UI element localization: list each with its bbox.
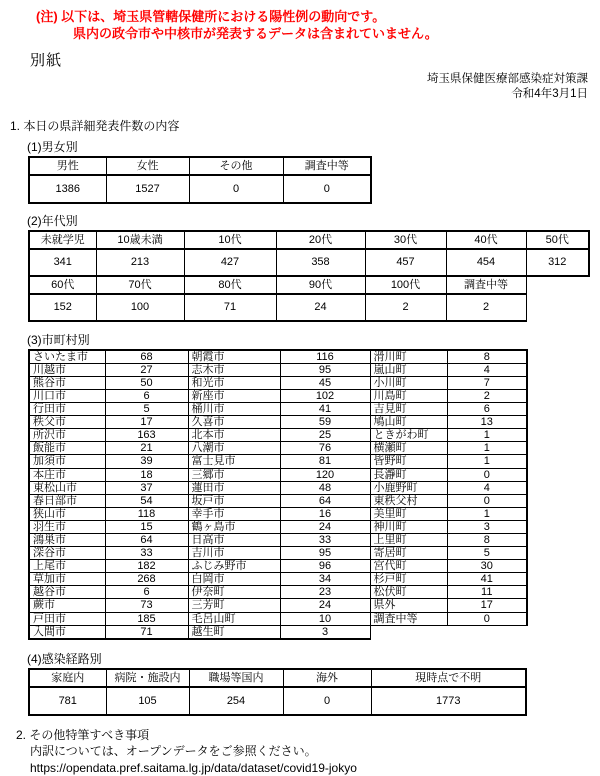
document-page: [0, 8, 600, 775]
municipality-count-cell: 118: [105, 507, 188, 520]
route-value-cell: 254: [189, 687, 283, 715]
municipality-count-cell: 33: [105, 547, 188, 560]
red-notice-line1: (注) 以下は、埼玉県管轄保健所における陽性例の動向です。: [36, 9, 386, 24]
age-header-cell: 90代: [276, 276, 365, 294]
municipality-count-cell: 0: [447, 494, 527, 507]
municipality-count-cell: 21: [105, 442, 188, 455]
municipality-name-cell: 県外: [370, 599, 447, 612]
age-value-row-1: [29, 249, 589, 276]
municipality-row: [29, 403, 527, 416]
municipality-count-cell: 17: [447, 599, 527, 612]
age-empty-cell: [526, 276, 589, 294]
municipality-name-cell: 朝霞市: [188, 350, 280, 364]
age-value-cell: 2: [365, 294, 446, 321]
age-value-cell: 358: [276, 249, 365, 276]
municipality-row: [29, 494, 527, 507]
municipality-count-cell: 34: [280, 573, 370, 586]
municipality-name-cell: 加須市: [29, 455, 105, 468]
municipality-count-cell: 2: [447, 389, 527, 402]
municipality-name-cell: 宮代町: [370, 560, 447, 573]
opendata-url: https://opendata.pref.saitama.lg.jp/data/dataset/covid19-jokyo: [30, 760, 357, 775]
municipality-count-cell: 73: [105, 599, 188, 612]
municipality-count-cell: 30: [447, 560, 527, 573]
gender-value-row: [29, 175, 371, 203]
municipality-count-cell: 4: [447, 363, 527, 376]
municipality-count-cell: 6: [105, 586, 188, 599]
section2-body: 内訳については、オープンデータをご参照ください。: [30, 744, 317, 759]
gender-value-cell: 1527: [106, 175, 189, 203]
municipality-row: [29, 455, 527, 468]
municipality-count-cell: 182: [105, 560, 188, 573]
municipality-count-cell: 5: [105, 403, 188, 416]
municipality-row: [29, 560, 527, 573]
municipality-row: [29, 612, 527, 625]
age-value-cell: 24: [276, 294, 365, 321]
section2: [16, 728, 600, 776]
municipality-count-cell: 17: [105, 416, 188, 429]
gender-table: [28, 156, 372, 204]
municipality-count-cell: 39: [105, 455, 188, 468]
age-header-cell: 10歳未満: [96, 231, 184, 249]
age-header-row-1: [29, 231, 589, 249]
municipality-count-cell: 41: [280, 403, 370, 416]
municipality-name-cell: 皆野町: [370, 455, 447, 468]
municipality-name-cell: 鶴ヶ島市: [188, 520, 280, 533]
route-value-cell: 105: [106, 687, 189, 715]
municipality-name-cell: 戸田市: [29, 612, 105, 625]
route-header-cell: 職場等国内: [189, 669, 283, 687]
age-value-cell: 2: [446, 294, 526, 321]
route-header-cell: 病院・施設内: [106, 669, 189, 687]
gender-value-cell: 0: [189, 175, 283, 203]
municipality-table: [28, 349, 528, 640]
municipality-count-cell: 8: [447, 533, 527, 546]
age-header-row-2: [29, 276, 589, 294]
municipality-name-cell: ときがわ町: [370, 429, 447, 442]
municipality-name-cell: 羽生市: [29, 520, 105, 533]
age-header-cell: 100代: [365, 276, 446, 294]
municipality-count-cell: 4: [447, 481, 527, 494]
municipality-name-cell: [370, 625, 447, 639]
municipality-count-cell: 102: [280, 389, 370, 402]
age-header-cell: 30代: [365, 231, 446, 249]
issuing-department: 埼玉県保健医療部感染症対策課: [427, 73, 588, 86]
municipality-name-cell: 日高市: [188, 533, 280, 546]
municipality-count-cell: 11: [447, 586, 527, 599]
age-header-cell: 未就学児: [29, 231, 96, 249]
municipality-name-cell: 富士見市: [188, 455, 280, 468]
age-table: [28, 230, 590, 322]
municipality-name-cell: 寄居町: [370, 547, 447, 560]
section1-title: 1. 本日の県詳細発表件数の内容: [10, 118, 180, 133]
age-value-cell: 152: [29, 294, 96, 321]
municipality-name-cell: 横瀬町: [370, 442, 447, 455]
municipality-count-cell: 71: [105, 625, 188, 639]
municipality-count-cell: 6: [447, 403, 527, 416]
gender-header-cell: その他: [189, 157, 283, 175]
age-header-cell: 調査中等: [446, 276, 526, 294]
municipality-row: [29, 520, 527, 533]
municipality-name-cell: 調査中等: [370, 612, 447, 625]
municipality-name-cell: 三芳町: [188, 599, 280, 612]
age-header-cell: 20代: [276, 231, 365, 249]
municipality-name-cell: 東秩父村: [370, 494, 447, 507]
municipality-name-cell: 所沢市: [29, 429, 105, 442]
age-value-cell: 427: [184, 249, 276, 276]
municipality-name-cell: 上尾市: [29, 560, 105, 573]
municipality-row: [29, 533, 527, 546]
municipality-row: [29, 599, 527, 612]
age-value-cell: 71: [184, 294, 276, 321]
route-value-cell: 0: [283, 687, 371, 715]
municipality-count-cell: 48: [280, 481, 370, 494]
municipality-row: [29, 376, 527, 389]
municipality-name-cell: 吉川市: [188, 547, 280, 560]
age-value-cell: 457: [365, 249, 446, 276]
municipality-count-cell: 27: [105, 363, 188, 376]
municipality-name-cell: 美里町: [370, 507, 447, 520]
municipality-name-cell: 新座市: [188, 389, 280, 402]
municipality-row: [29, 586, 527, 599]
municipality-count-cell: 81: [280, 455, 370, 468]
municipality-name-cell: 川越市: [29, 363, 105, 376]
age-value-cell: 312: [526, 249, 589, 276]
municipality-name-cell: 北本市: [188, 429, 280, 442]
municipality-row: [29, 350, 527, 364]
municipality-row: [29, 442, 527, 455]
age-header-cell: 10代: [184, 231, 276, 249]
route-header-cell: 現時点で不明: [371, 669, 526, 687]
age-table-label: (2)年代別: [27, 213, 78, 228]
municipality-count-cell: 116: [280, 350, 370, 364]
municipality-name-cell: 入間市: [29, 625, 105, 639]
municipality-name-cell: 和光市: [188, 376, 280, 389]
municipality-count-cell: 0: [447, 612, 527, 625]
municipality-count-cell: 76: [280, 442, 370, 455]
municipality-count-cell: 1: [447, 507, 527, 520]
route-table-label: (4)感染経路別: [27, 651, 102, 666]
municipality-name-cell: 小川町: [370, 376, 447, 389]
municipality-row: [29, 429, 527, 442]
document-header-right: [0, 72, 588, 102]
red-notice: [36, 8, 600, 42]
gender-value-cell: 0: [283, 175, 371, 203]
municipality-count-cell: 1: [447, 455, 527, 468]
municipality-count-cell: 41: [447, 573, 527, 586]
age-value-row-2: [29, 294, 589, 321]
municipality-name-cell: 三郷市: [188, 468, 280, 481]
municipality-count-cell: 95: [280, 363, 370, 376]
municipality-count-cell: 1: [447, 429, 527, 442]
municipality-count-cell: 15: [105, 520, 188, 533]
municipality-row: [29, 481, 527, 494]
municipality-name-cell: 松伏町: [370, 586, 447, 599]
municipality-name-cell: 桶川市: [188, 403, 280, 416]
municipality-name-cell: 熊谷市: [29, 376, 105, 389]
municipality-name-cell: 嵐山町: [370, 363, 447, 376]
document-date: 令和4年3月1日: [511, 88, 588, 101]
route-header-cell: 家庭内: [29, 669, 106, 687]
municipality-name-cell: 坂戸市: [188, 494, 280, 507]
age-value-cell: 454: [446, 249, 526, 276]
gender-header-cell: 調査中等: [283, 157, 371, 175]
age-header-cell: 70代: [96, 276, 184, 294]
municipality-name-cell: 川島町: [370, 389, 447, 402]
route-header-cell: 海外: [283, 669, 371, 687]
municipality-count-cell: 54: [105, 494, 188, 507]
municipality-row: [29, 363, 527, 376]
municipality-name-cell: 鳩山町: [370, 416, 447, 429]
gender-header-cell: 女性: [106, 157, 189, 175]
municipality-table-body: [29, 350, 527, 639]
municipality-name-cell: 滑川町: [370, 350, 447, 364]
municipality-name-cell: ふじみ野市: [188, 560, 280, 573]
municipality-name-cell: 越生町: [188, 625, 280, 639]
municipality-name-cell: 幸手市: [188, 507, 280, 520]
municipality-name-cell: 蓮田市: [188, 481, 280, 494]
municipality-name-cell: 越谷市: [29, 586, 105, 599]
municipality-name-cell: 川口市: [29, 389, 105, 402]
municipality-name-cell: 八潮市: [188, 442, 280, 455]
municipality-name-cell: 伊奈町: [188, 586, 280, 599]
age-value-cell: 213: [96, 249, 184, 276]
municipality-count-cell: 7: [447, 376, 527, 389]
municipality-name-cell: 神川町: [370, 520, 447, 533]
municipality-count-cell: 120: [280, 468, 370, 481]
municipality-count-cell: 8: [447, 350, 527, 364]
municipality-count-cell: 64: [105, 533, 188, 546]
municipality-name-cell: 白岡市: [188, 573, 280, 586]
gender-table-label: (1)男女別: [27, 139, 78, 154]
age-header-cell: 40代: [446, 231, 526, 249]
municipality-name-cell: 蕨市: [29, 599, 105, 612]
municipality-name-cell: 杉戸町: [370, 573, 447, 586]
municipality-count-cell: 24: [280, 599, 370, 612]
municipality-count-cell: 268: [105, 573, 188, 586]
municipality-name-cell: 飯能市: [29, 442, 105, 455]
municipality-count-cell: 5: [447, 547, 527, 560]
municipality-count-cell: 59: [280, 416, 370, 429]
age-header-cell: 50代: [526, 231, 589, 249]
municipality-name-cell: 鴻巣市: [29, 533, 105, 546]
municipality-name-cell: 深谷市: [29, 547, 105, 560]
municipality-count-cell: 1: [447, 442, 527, 455]
municipality-row: [29, 416, 527, 429]
municipality-count-cell: 45: [280, 376, 370, 389]
municipality-count-cell: 68: [105, 350, 188, 364]
municipality-name-cell: 春日部市: [29, 494, 105, 507]
municipality-name-cell: 行田市: [29, 403, 105, 416]
municipality-row: [29, 573, 527, 586]
age-value-cell: 341: [29, 249, 96, 276]
municipality-count-cell: 23: [280, 586, 370, 599]
municipality-name-cell: 東松山市: [29, 481, 105, 494]
municipality-row: [29, 507, 527, 520]
age-empty-cell: [526, 294, 589, 321]
age-header-cell: 80代: [184, 276, 276, 294]
route-table: [28, 668, 527, 716]
municipality-name-cell: 吉見町: [370, 403, 447, 416]
municipality-name-cell: 本庄市: [29, 468, 105, 481]
age-value-cell: 100: [96, 294, 184, 321]
municipality-table-label: (3)市町村別: [27, 332, 90, 347]
municipality-count-cell: 163: [105, 429, 188, 442]
attachment-label: 別紙: [30, 52, 63, 70]
municipality-count-cell: 13: [447, 416, 527, 429]
municipality-count-cell: 95: [280, 547, 370, 560]
municipality-name-cell: 志木市: [188, 363, 280, 376]
municipality-count-cell: 16: [280, 507, 370, 520]
municipality-name-cell: 久喜市: [188, 416, 280, 429]
municipality-name-cell: 秩父市: [29, 416, 105, 429]
route-value-row: [29, 687, 526, 715]
municipality-count-cell: 37: [105, 481, 188, 494]
municipality-row: [29, 625, 527, 639]
municipality-row: [29, 389, 527, 402]
municipality-count-cell: 64: [280, 494, 370, 507]
route-value-cell: 1773: [371, 687, 526, 715]
municipality-count-cell: 3: [280, 625, 370, 639]
municipality-count-cell: 10: [280, 612, 370, 625]
municipality-count-cell: 96: [280, 560, 370, 573]
municipality-count-cell: 185: [105, 612, 188, 625]
municipality-count-cell: 24: [280, 520, 370, 533]
municipality-row: [29, 468, 527, 481]
municipality-name-cell: 毛呂山町: [188, 612, 280, 625]
municipality-name-cell: 草加市: [29, 573, 105, 586]
gender-header-row: [29, 157, 371, 175]
gender-value-cell: 1386: [29, 175, 106, 203]
municipality-name-cell: 上里町: [370, 533, 447, 546]
route-value-cell: 781: [29, 687, 106, 715]
municipality-name-cell: 狭山市: [29, 507, 105, 520]
section2-title: 2. その他特筆すべき事項: [16, 727, 150, 742]
municipality-count-cell: 18: [105, 468, 188, 481]
age-header-cell: 60代: [29, 276, 96, 294]
municipality-name-cell: さいたま市: [29, 350, 105, 364]
municipality-count-cell: 25: [280, 429, 370, 442]
municipality-count-cell: 0: [447, 468, 527, 481]
municipality-row: [29, 547, 527, 560]
municipality-count-cell: 3: [447, 520, 527, 533]
route-header-row: [29, 669, 526, 687]
red-notice-line2: 県内の政令市や中核市が発表するデータは含まれていません。: [73, 26, 438, 42]
municipality-count-cell: 50: [105, 376, 188, 389]
municipality-count-cell: 33: [280, 533, 370, 546]
municipality-name-cell: 小鹿野町: [370, 481, 447, 494]
municipality-count-cell: 6: [105, 389, 188, 402]
municipality-count-cell: [447, 625, 527, 639]
gender-header-cell: 男性: [29, 157, 106, 175]
municipality-name-cell: 長瀞町: [370, 468, 447, 481]
